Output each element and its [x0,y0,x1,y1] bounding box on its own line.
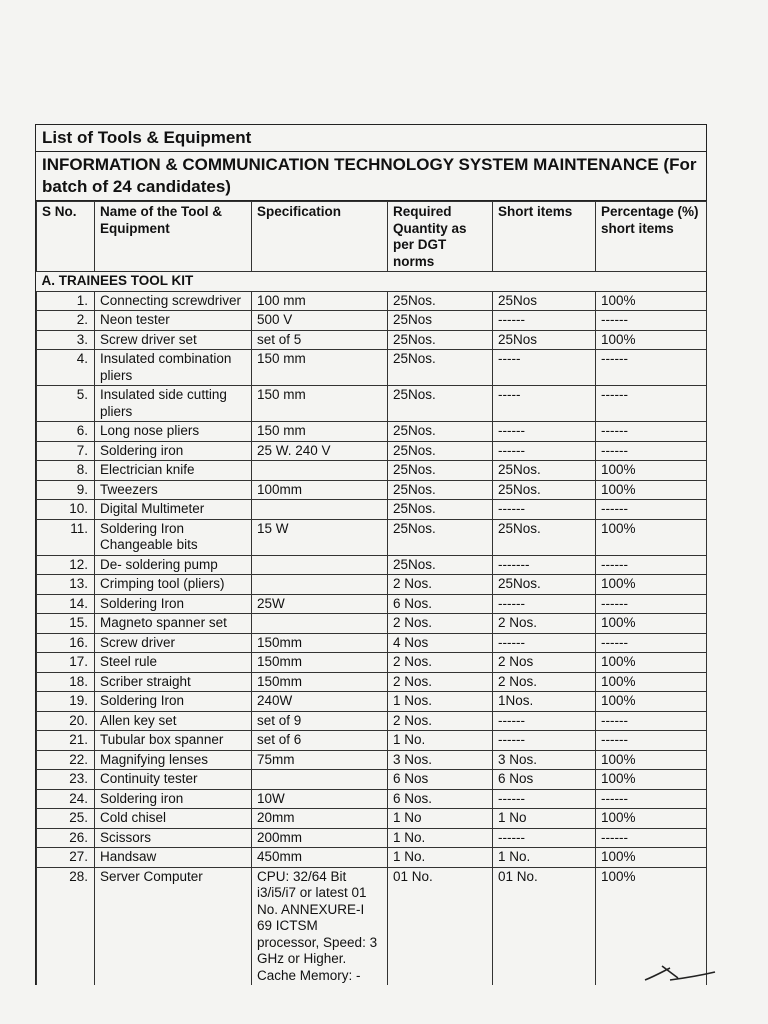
table-row [37,575,707,595]
row-short-items: ------ [493,500,596,520]
row-specification: 100 mm [252,291,388,311]
row-short-items: 01 No. [493,867,596,985]
row-short-items: 1 No [493,809,596,829]
row-quantity: 25Nos. [388,480,493,500]
row-specification [252,555,388,575]
row-percentage: ------ [596,555,707,575]
row-tool-name: Screw driver [95,633,252,653]
equipment-list-sheet [35,124,707,985]
table-row [37,848,707,868]
row-tool-name: Magneto spanner set [95,614,252,634]
row-percentage: 100% [596,330,707,350]
row-quantity: 01 No. [388,867,493,985]
row-quantity: 25Nos. [388,350,493,386]
row-tool-name: Insulated side cutting pliers [95,386,252,422]
row-specification: 150mm [252,653,388,673]
row-sno: 23. [37,770,95,790]
signature-mark [640,958,720,988]
table-row [37,422,707,442]
row-sno: 27. [37,848,95,868]
table-row [37,350,707,386]
row-short-items: ------ [493,311,596,331]
table-row [37,311,707,331]
row-percentage: ------ [596,731,707,751]
row-tool-name: Connecting screwdriver [95,291,252,311]
row-percentage: ------ [596,311,707,331]
table-row [37,867,707,985]
row-percentage: 100% [596,770,707,790]
row-specification [252,575,388,595]
row-short-items: ------ [493,441,596,461]
row-tool-name: Screw driver set [95,330,252,350]
row-quantity: 25Nos. [388,441,493,461]
row-quantity: 25Nos. [388,461,493,481]
section-title: A. TRAINEES TOOL KIT [37,272,707,292]
header-sno: S No. [37,202,95,272]
row-short-items: ------- [493,555,596,575]
row-tool-name: Scriber straight [95,672,252,692]
document-title: List of Tools & Equipment [36,125,706,152]
row-tool-name: Digital Multimeter [95,500,252,520]
row-specification: 150mm [252,672,388,692]
row-sno: 22. [37,750,95,770]
row-specification: 20mm [252,809,388,829]
table-row [37,500,707,520]
row-quantity: 6 Nos [388,770,493,790]
table-row [37,828,707,848]
row-tool-name: Soldering iron [95,441,252,461]
row-quantity: 25Nos [388,311,493,331]
row-specification: 150 mm [252,350,388,386]
row-short-items: 1 No. [493,848,596,868]
row-percentage: 100% [596,848,707,868]
row-sno: 26. [37,828,95,848]
table-row [37,731,707,751]
row-short-items: 6 Nos [493,770,596,790]
document-subtitle: INFORMATION & COMMUNICATION TECHNOLOGY SYSTEM MAINTENANCE (For batch of 24 candidates) [36,152,706,201]
row-quantity: 3 Nos. [388,750,493,770]
row-quantity: 6 Nos. [388,789,493,809]
row-quantity: 2 Nos. [388,672,493,692]
row-quantity: 25Nos. [388,291,493,311]
table-row [37,653,707,673]
row-tool-name: Soldering Iron [95,594,252,614]
row-quantity: 2 Nos. [388,614,493,634]
row-short-items: ------ [493,594,596,614]
row-quantity: 2 Nos. [388,653,493,673]
row-short-items: ------ [493,731,596,751]
row-short-items: ----- [493,350,596,386]
row-specification [252,770,388,790]
table-row [37,789,707,809]
row-specification: 500 V [252,311,388,331]
row-specification: 150 mm [252,422,388,442]
table-row [37,291,707,311]
row-specification: 150mm [252,633,388,653]
section-row [37,272,707,292]
row-specification: CPU: 32/64 Bit i3/i5/i7 or latest 01 No. ANNEXURE-I 69 ICTSM processor, Speed: 3 GHz or Higher. Cache Memory: - [252,867,388,985]
row-quantity: 1 No [388,809,493,829]
row-specification [252,500,388,520]
table-row [37,672,707,692]
row-tool-name: Steel rule [95,653,252,673]
row-percentage: ------ [596,789,707,809]
row-percentage: 100% [596,809,707,829]
row-sno: 13. [37,575,95,595]
row-specification: set of 5 [252,330,388,350]
row-short-items: 1Nos. [493,692,596,712]
row-percentage: 100% [596,480,707,500]
row-quantity: 25Nos. [388,555,493,575]
row-sno: 21. [37,731,95,751]
row-sno: 5. [37,386,95,422]
row-sno: 18. [37,672,95,692]
row-quantity: 25Nos. [388,500,493,520]
row-quantity: 4 Nos [388,633,493,653]
row-sno: 24. [37,789,95,809]
row-sno: 6. [37,422,95,442]
row-quantity: 1 No. [388,848,493,868]
row-percentage: 100% [596,867,707,985]
row-short-items: ------ [493,711,596,731]
row-short-items: 2 Nos. [493,672,596,692]
header-name: Name of the Tool & Equipment [95,202,252,272]
row-sno: 25. [37,809,95,829]
row-specification: 200mm [252,828,388,848]
row-specification [252,614,388,634]
table-row [37,461,707,481]
row-short-items: ------ [493,633,596,653]
row-percentage: ------ [596,441,707,461]
row-quantity: 25Nos. [388,386,493,422]
row-tool-name: Long nose pliers [95,422,252,442]
row-sno: 3. [37,330,95,350]
row-tool-name: Soldering Iron Changeable bits [95,519,252,555]
row-percentage: 100% [596,692,707,712]
table-row [37,555,707,575]
row-short-items: 25Nos [493,291,596,311]
row-sno: 7. [37,441,95,461]
row-sno: 9. [37,480,95,500]
row-percentage: 100% [596,291,707,311]
header-percentage: Percentage (%) short items [596,202,707,272]
row-sno: 4. [37,350,95,386]
table-row [37,386,707,422]
row-percentage: ------ [596,633,707,653]
header-specification: Specification [252,202,388,272]
header-quantity: Required Quantity as per DGT norms [388,202,493,272]
row-sno: 20. [37,711,95,731]
row-quantity: 25Nos. [388,330,493,350]
table-row [37,441,707,461]
row-tool-name: Continuity tester [95,770,252,790]
row-tool-name: Tubular box spanner [95,731,252,751]
row-quantity: 6 Nos. [388,594,493,614]
row-tool-name: Electrician knife [95,461,252,481]
row-tool-name: De- soldering pump [95,555,252,575]
table-row [37,809,707,829]
row-percentage: 100% [596,575,707,595]
row-percentage: ------ [596,350,707,386]
row-specification: 150 mm [252,386,388,422]
row-tool-name: Crimping tool (pliers) [95,575,252,595]
row-specification: 450mm [252,848,388,868]
row-tool-name: Tweezers [95,480,252,500]
row-tool-name: Cold chisel [95,809,252,829]
row-percentage: ------ [596,594,707,614]
table-row [37,692,707,712]
equipment-table [36,201,707,985]
row-short-items: 25Nos. [493,461,596,481]
row-percentage: ------ [596,828,707,848]
row-sno: 15. [37,614,95,634]
row-quantity: 1 No. [388,828,493,848]
table-row [37,633,707,653]
row-sno: 14. [37,594,95,614]
row-quantity: 1 No. [388,731,493,751]
row-quantity: 25Nos. [388,519,493,555]
table-row [37,480,707,500]
table-row [37,519,707,555]
row-percentage: ------ [596,422,707,442]
row-sno: 2. [37,311,95,331]
row-percentage: ------ [596,500,707,520]
table-header-row [37,202,707,272]
row-percentage: 100% [596,614,707,634]
row-short-items: 25Nos. [493,519,596,555]
table-row [37,330,707,350]
row-tool-name: Soldering iron [95,789,252,809]
row-short-items: 3 Nos. [493,750,596,770]
row-short-items: ------ [493,789,596,809]
table-row [37,594,707,614]
row-percentage: 100% [596,750,707,770]
row-percentage: ------ [596,386,707,422]
row-tool-name: Soldering Iron [95,692,252,712]
row-tool-name: Server Computer [95,867,252,985]
row-short-items: ----- [493,386,596,422]
row-sno: 19. [37,692,95,712]
row-sno: 1. [37,291,95,311]
row-sno: 11. [37,519,95,555]
header-short-items: Short items [493,202,596,272]
table-row [37,614,707,634]
row-specification: 240W [252,692,388,712]
row-tool-name: Scissors [95,828,252,848]
row-sno: 10. [37,500,95,520]
row-sno: 28. [37,867,95,985]
row-short-items: 2 Nos [493,653,596,673]
table-row [37,711,707,731]
row-specification: 75mm [252,750,388,770]
row-short-items: ------ [493,422,596,442]
row-short-items: 2 Nos. [493,614,596,634]
table-row [37,770,707,790]
row-tool-name: Allen key set [95,711,252,731]
row-sno: 12. [37,555,95,575]
row-specification: 100mm [252,480,388,500]
row-percentage: 100% [596,653,707,673]
row-sno: 16. [37,633,95,653]
row-specification: set of 9 [252,711,388,731]
row-quantity: 1 Nos. [388,692,493,712]
row-sno: 17. [37,653,95,673]
row-specification: 10W [252,789,388,809]
row-tool-name: Handsaw [95,848,252,868]
row-percentage: 100% [596,461,707,481]
row-percentage: 100% [596,672,707,692]
row-specification: set of 6 [252,731,388,751]
row-sno: 8. [37,461,95,481]
row-percentage: 100% [596,519,707,555]
row-short-items: 25Nos. [493,575,596,595]
row-short-items: 25Nos. [493,480,596,500]
row-quantity: 2 Nos. [388,711,493,731]
row-specification [252,461,388,481]
row-tool-name: Insulated combination pliers [95,350,252,386]
row-short-items: ------ [493,828,596,848]
row-tool-name: Neon tester [95,311,252,331]
table-row [37,750,707,770]
row-short-items: 25Nos [493,330,596,350]
row-quantity: 25Nos. [388,422,493,442]
row-percentage: ------ [596,711,707,731]
row-quantity: 2 Nos. [388,575,493,595]
row-specification: 15 W [252,519,388,555]
row-specification: 25W [252,594,388,614]
row-tool-name: Magnifying lenses [95,750,252,770]
row-specification: 25 W. 240 V [252,441,388,461]
